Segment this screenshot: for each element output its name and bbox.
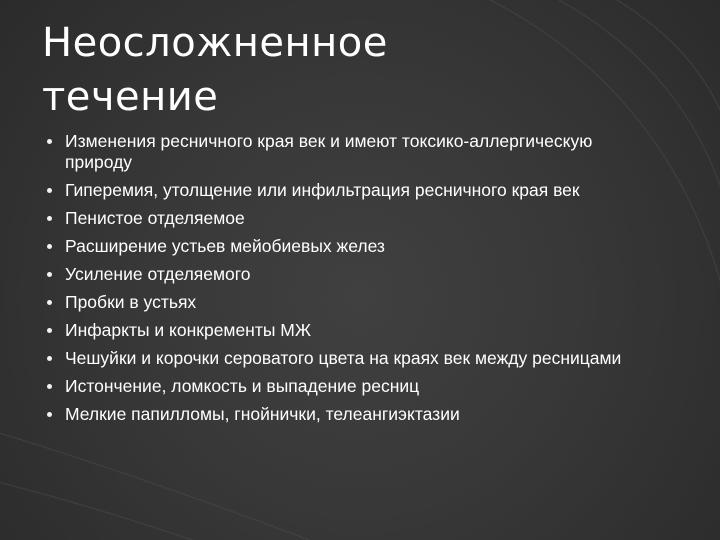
bullet-text: Гиперемия, утолщение или инфильтрация ресничного края век [65,180,580,200]
bullet-item [44,404,644,425]
bullet-dot-icon [47,356,52,361]
bullet-dot-icon [47,300,52,305]
bullet-dot-icon [47,328,52,333]
slide-title-line-2: течение [42,74,219,120]
bullet-item [44,264,644,285]
bullet-text: Пробки в устьях [65,292,197,312]
bullet-dot-icon [47,412,52,417]
bullet-item [44,131,644,173]
bullet-text: Мелкие папилломы, гнойнички, телеангиэктазии [65,404,460,424]
bullet-text: Изменения ресничного края век и имеют токсико-аллергическую природу [65,131,593,172]
bullet-item [44,180,644,201]
bullet-item [44,320,644,341]
bullet-item [44,348,644,369]
bullet-dot-icon [47,139,52,144]
bullet-text: Истончение, ломкость и выпадение ресниц [65,376,420,396]
bullet-list [44,131,644,432]
bullet-text: Чешуйки и корочки сероватого цвета на краях век между ресницами [65,348,622,368]
bullet-dot-icon [47,384,52,389]
bullet-dot-icon [47,244,52,249]
bullet-item [44,376,644,397]
bullet-text: Усиление отделяемого [65,264,251,284]
bullet-text: Инфаркты и конкременты МЖ [65,320,312,340]
bullet-item [44,208,644,229]
slide-title [42,16,682,124]
slide-title-line-1: Неосложненное [42,20,388,66]
bullet-dot-icon [47,272,52,277]
bullet-item [44,292,644,313]
bullet-item [44,236,644,257]
bullet-dot-icon [47,188,52,193]
bullet-text: Пенистое отделяемое [65,208,245,228]
bullet-text: Расширение устьев мейобиевых желез [65,236,385,256]
bullet-dot-icon [47,216,52,221]
